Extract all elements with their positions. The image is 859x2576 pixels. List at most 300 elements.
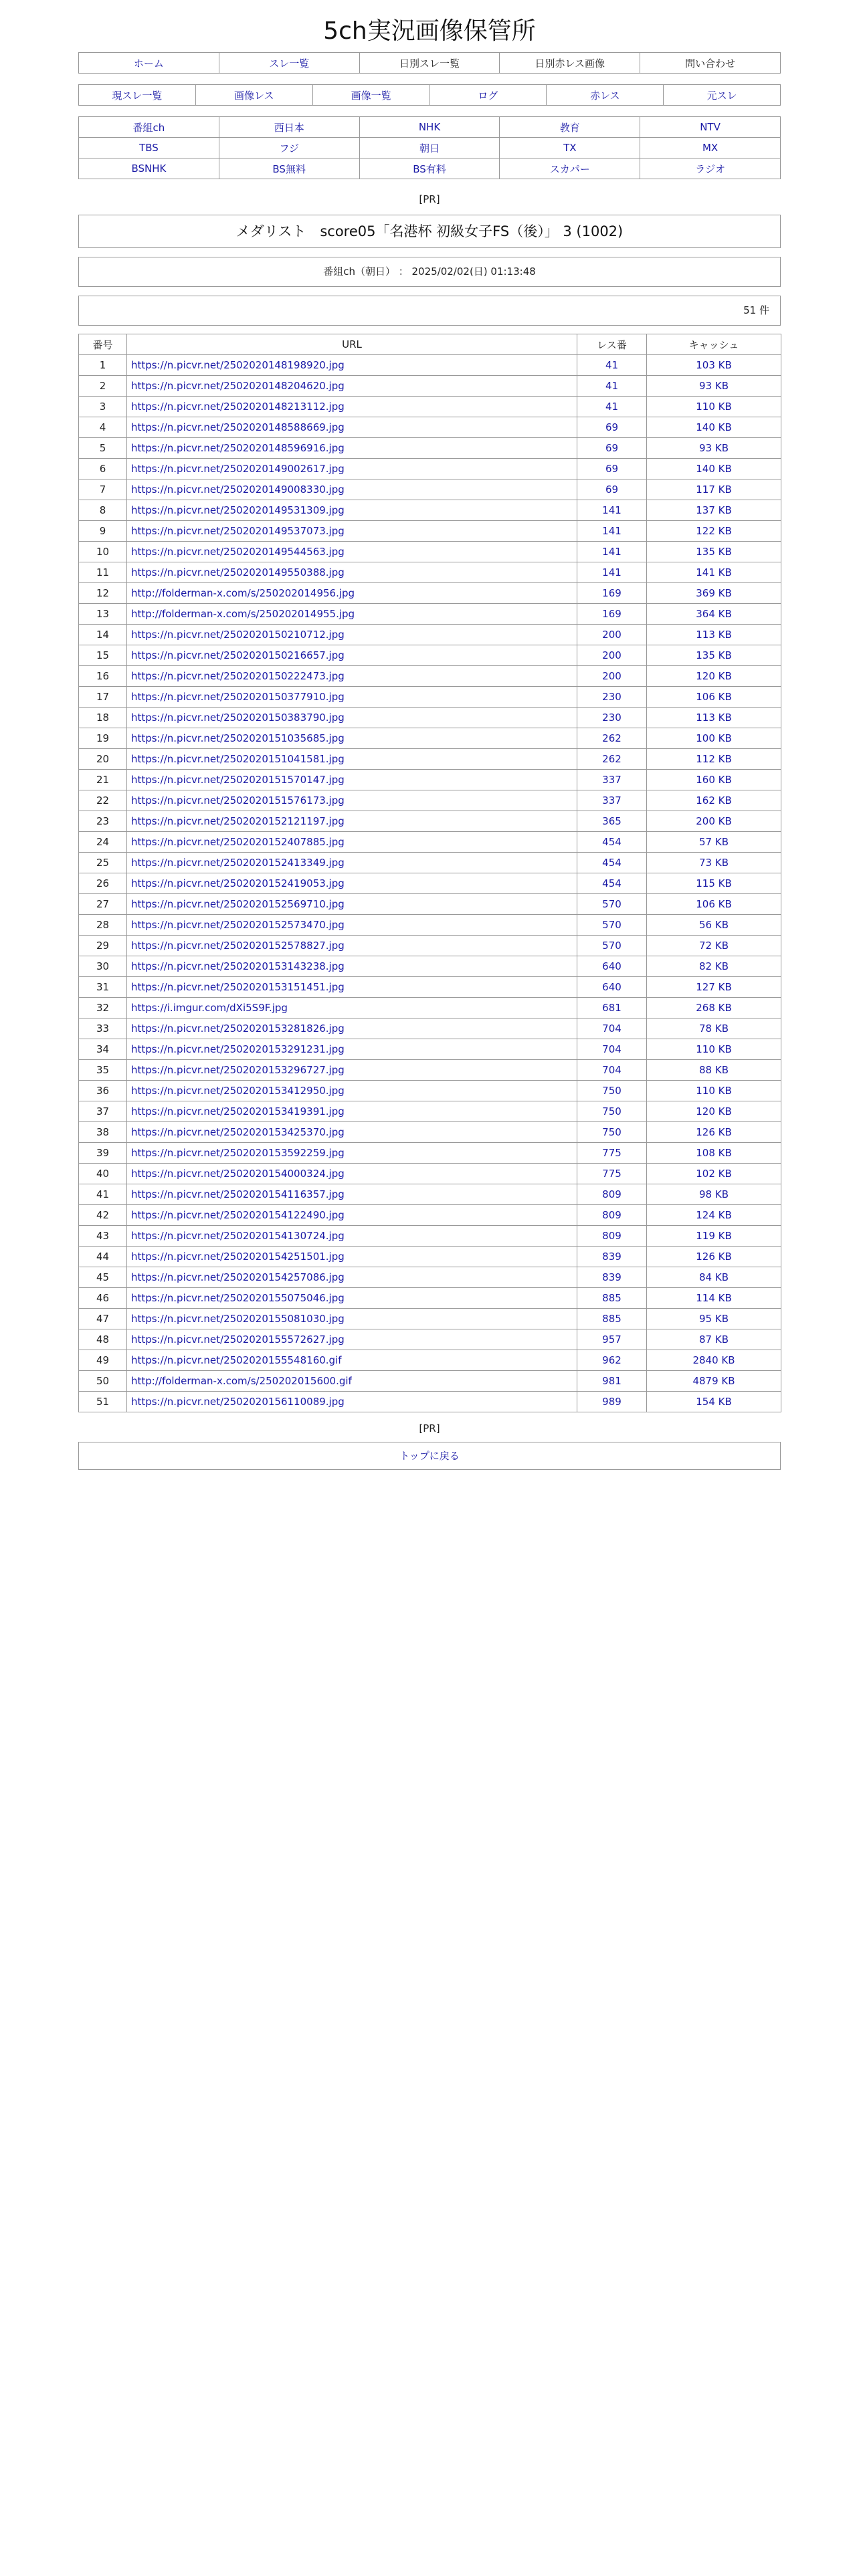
row-number: 19 (79, 728, 127, 749)
res-number-link[interactable]: 41 (577, 376, 647, 397)
nav-home[interactable]: ホーム (79, 53, 219, 74)
cache-link[interactable]: 160 KB (647, 770, 781, 790)
image-url-link[interactable]: https://n.picvr.net/2502020155548160.gif (127, 1350, 577, 1371)
row-number: 30 (79, 956, 127, 977)
cache-link[interactable]: 108 KB (647, 1143, 781, 1164)
image-table (78, 334, 781, 1412)
channel-link[interactable]: スカパー (500, 158, 640, 179)
row-number: 23 (79, 811, 127, 832)
cache-link[interactable]: 113 KB (647, 708, 781, 728)
cache-link[interactable]: 122 KB (647, 521, 781, 542)
image-url-link[interactable]: https://n.picvr.net/2502020148213112.jpg (127, 397, 577, 417)
image-url-link[interactable]: https://n.picvr.net/2502020154000324.jpg (127, 1164, 577, 1184)
table-row (79, 417, 781, 438)
main-nav (78, 52, 781, 74)
cache-link[interactable]: 141 KB (647, 562, 781, 583)
row-number: 46 (79, 1288, 127, 1309)
image-url-link[interactable]: http://folderman-x.com/s/250202014955.jpg (127, 604, 577, 625)
image-url-link[interactable]: https://n.picvr.net/2502020149544563.jpg (127, 542, 577, 562)
image-url-link[interactable]: https://n.picvr.net/2502020151035685.jpg (127, 728, 577, 749)
row-number: 44 (79, 1247, 127, 1267)
row-number: 47 (79, 1309, 127, 1329)
res-number-link[interactable]: 570 (577, 936, 647, 956)
table-row (79, 1329, 781, 1350)
table-row (79, 998, 781, 1018)
image-url-link[interactable]: https://n.picvr.net/2502020152573470.jpg (127, 915, 577, 936)
table-row (79, 1205, 781, 1226)
table-row (79, 562, 781, 583)
res-number-link[interactable]: 809 (577, 1205, 647, 1226)
res-number-link[interactable]: 640 (577, 956, 647, 977)
row-number: 51 (79, 1392, 127, 1412)
table-row (79, 977, 781, 998)
table-row (79, 1184, 781, 1205)
cache-link[interactable]: 93 KB (647, 438, 781, 459)
table-row (79, 1101, 781, 1122)
image-url-link[interactable]: https://n.picvr.net/2502020148596916.jpg (127, 438, 577, 459)
row-number: 49 (79, 1350, 127, 1371)
cache-link[interactable]: 115 KB (647, 873, 781, 894)
cache-link[interactable]: 87 KB (647, 1329, 781, 1350)
channel-link[interactable]: 朝日 (359, 138, 500, 158)
res-number-link[interactable]: 69 (577, 417, 647, 438)
res-number-link[interactable]: 230 (577, 687, 647, 708)
table-row (79, 1247, 781, 1267)
table-row (79, 1060, 781, 1081)
row-number: 26 (79, 873, 127, 894)
image-url-link[interactable]: https://n.picvr.net/2502020153296727.jpg (127, 1060, 577, 1081)
image-url-link[interactable]: https://n.picvr.net/2502020149002617.jpg (127, 459, 577, 479)
image-url-link[interactable]: https://n.picvr.net/2502020155075046.jpg (127, 1288, 577, 1309)
header-url: URL (127, 334, 577, 355)
cache-link[interactable]: 135 KB (647, 542, 781, 562)
cache-link[interactable]: 126 KB (647, 1247, 781, 1267)
row-number: 20 (79, 749, 127, 770)
cache-link[interactable]: 268 KB (647, 998, 781, 1018)
row-number: 50 (79, 1371, 127, 1392)
channel-link[interactable]: BS有料 (359, 158, 500, 179)
cache-link[interactable]: 135 KB (647, 645, 781, 666)
image-url-link[interactable]: https://n.picvr.net/2502020153143238.jpg (127, 956, 577, 977)
table-row (79, 355, 781, 376)
image-url-link[interactable]: https://n.picvr.net/2502020148204620.jpg (127, 376, 577, 397)
res-number-link[interactable]: 230 (577, 708, 647, 728)
row-number: 41 (79, 1184, 127, 1205)
row-number: 6 (79, 459, 127, 479)
row-number: 2 (79, 376, 127, 397)
res-number-link[interactable]: 454 (577, 873, 647, 894)
res-number-link[interactable]: 262 (577, 749, 647, 770)
table-row (79, 770, 781, 790)
table-header-row (79, 334, 781, 355)
res-number-link[interactable]: 957 (577, 1329, 647, 1350)
table-row (79, 376, 781, 397)
image-url-link[interactable]: https://n.picvr.net/2502020153425370.jpg (127, 1122, 577, 1143)
image-url-link[interactable]: https://n.picvr.net/2502020150377910.jpg (127, 687, 577, 708)
image-url-link[interactable]: https://n.picvr.net/2502020150383790.jpg (127, 708, 577, 728)
pr-label: [PR] (419, 193, 440, 205)
channel-link[interactable]: TBS (79, 138, 219, 158)
res-number-link[interactable]: 141 (577, 521, 647, 542)
row-number: 38 (79, 1122, 127, 1143)
row-number: 1 (79, 355, 127, 376)
row-number: 4 (79, 417, 127, 438)
image-url-link[interactable]: https://n.picvr.net/2502020154251501.jpg (127, 1247, 577, 1267)
row-number: 32 (79, 998, 127, 1018)
image-url-link[interactable]: https://n.picvr.net/2502020152419053.jpg (127, 873, 577, 894)
cache-link[interactable]: 162 KB (647, 790, 781, 811)
res-number-link[interactable]: 750 (577, 1101, 647, 1122)
table-row (79, 853, 781, 873)
image-url-link[interactable]: https://n.picvr.net/2502020149550388.jpg (127, 562, 577, 583)
image-url-link[interactable]: https://n.picvr.net/2502020152578827.jpg (127, 936, 577, 956)
cache-link[interactable]: 82 KB (647, 956, 781, 977)
cache-link[interactable]: 120 KB (647, 1101, 781, 1122)
row-number: 39 (79, 1143, 127, 1164)
cache-link[interactable]: 110 KB (647, 1081, 781, 1101)
row-number: 8 (79, 500, 127, 521)
header-res: レス番 (577, 334, 647, 355)
row-number: 15 (79, 645, 127, 666)
image-url-link[interactable]: https://n.picvr.net/2502020156110089.jpg (127, 1392, 577, 1412)
res-number-link[interactable]: 640 (577, 977, 647, 998)
channel-link[interactable]: 番組ch (79, 117, 219, 138)
row-number: 36 (79, 1081, 127, 1101)
nav-original-thread[interactable]: 元スレ (664, 85, 781, 106)
cache-link[interactable]: 106 KB (647, 687, 781, 708)
image-url-link[interactable]: https://n.picvr.net/2502020152407885.jpg (127, 832, 577, 853)
row-number: 31 (79, 977, 127, 998)
table-row (79, 459, 781, 479)
res-number-link[interactable]: 750 (577, 1122, 647, 1143)
table-row (79, 1039, 781, 1060)
table-row (79, 1392, 781, 1412)
res-number-link[interactable]: 704 (577, 1018, 647, 1039)
res-number-link[interactable]: 681 (577, 998, 647, 1018)
row-number: 17 (79, 687, 127, 708)
cache-link[interactable]: 103 KB (647, 355, 781, 376)
table-row (79, 397, 781, 417)
res-number-link[interactable]: 200 (577, 666, 647, 687)
cache-link[interactable]: 114 KB (647, 1288, 781, 1309)
channel-link[interactable]: MX (640, 138, 781, 158)
cache-link[interactable]: 110 KB (647, 397, 781, 417)
cache-link[interactable]: 364 KB (647, 604, 781, 625)
image-url-link[interactable]: https://n.picvr.net/2502020151570147.jpg (127, 770, 577, 790)
cache-link[interactable]: 120 KB (647, 666, 781, 687)
row-number: 16 (79, 666, 127, 687)
table-row (79, 604, 781, 625)
table-row (79, 1081, 781, 1101)
res-number-link[interactable]: 69 (577, 479, 647, 500)
table-row (79, 728, 781, 749)
res-number-link[interactable]: 839 (577, 1267, 647, 1288)
image-url-link[interactable]: https://i.imgur.com/dXi5S9F.jpg (127, 998, 577, 1018)
nav-daily-red-images[interactable]: 日別赤レス画像 (500, 53, 640, 74)
table-row (79, 645, 781, 666)
res-number-link[interactable]: 704 (577, 1039, 647, 1060)
header-num: 番号 (79, 334, 127, 355)
cache-link[interactable]: 56 KB (647, 915, 781, 936)
cache-link[interactable]: 124 KB (647, 1205, 781, 1226)
row-number: 45 (79, 1267, 127, 1288)
site-title[interactable]: 5ch実況画像保管所 (323, 17, 536, 45)
res-number-link[interactable]: 337 (577, 790, 647, 811)
res-number-link[interactable]: 41 (577, 397, 647, 417)
nav-thread-list[interactable]: スレ一覧 (219, 53, 359, 74)
row-number: 37 (79, 1101, 127, 1122)
res-number-link[interactable]: 809 (577, 1184, 647, 1205)
table-row (79, 1226, 781, 1247)
image-url-link[interactable]: https://n.picvr.net/2502020151576173.jpg (127, 790, 577, 811)
res-number-link[interactable]: 69 (577, 438, 647, 459)
res-number-link[interactable]: 981 (577, 1371, 647, 1392)
res-number-link[interactable]: 809 (577, 1226, 647, 1247)
cache-link[interactable]: 98 KB (647, 1184, 781, 1205)
cache-link[interactable]: 110 KB (647, 1039, 781, 1060)
table-row (79, 1309, 781, 1329)
res-number-link[interactable]: 262 (577, 728, 647, 749)
row-number: 42 (79, 1205, 127, 1226)
cache-link[interactable]: 2840 KB (647, 1350, 781, 1371)
image-url-link[interactable]: https://n.picvr.net/2502020149537073.jpg (127, 521, 577, 542)
nav-image-res[interactable]: 画像レス (195, 85, 312, 106)
thread-meta: 番組ch（朝日） ： 2025/02/02(日) 01:13:48 (78, 257, 781, 287)
image-url-link[interactable]: https://n.picvr.net/2502020151041581.jpg (127, 749, 577, 770)
image-url-link[interactable]: https://n.picvr.net/2502020150216657.jpg (127, 645, 577, 666)
cache-link[interactable]: 57 KB (647, 832, 781, 853)
channel-link[interactable]: TX (500, 138, 640, 158)
image-url-link[interactable]: https://n.picvr.net/2502020150210712.jpg (127, 625, 577, 645)
row-number: 9 (79, 521, 127, 542)
nav-image-list[interactable]: 画像一覧 (312, 85, 430, 106)
row-number: 12 (79, 583, 127, 604)
cache-link[interactable]: 78 KB (647, 1018, 781, 1039)
row-number: 14 (79, 625, 127, 645)
table-row (79, 936, 781, 956)
cache-link[interactable]: 112 KB (647, 749, 781, 770)
channel-link[interactable]: BSNHK (79, 158, 219, 179)
row-number: 48 (79, 1329, 127, 1350)
image-url-link[interactable]: https://n.picvr.net/2502020153151451.jpg (127, 977, 577, 998)
image-url-link[interactable]: https://n.picvr.net/2502020154257086.jpg (127, 1267, 577, 1288)
channel-link[interactable]: 西日本 (219, 117, 359, 138)
cache-link[interactable]: 369 KB (647, 583, 781, 604)
channel-link[interactable]: 教育 (500, 117, 640, 138)
res-number-link[interactable]: 337 (577, 770, 647, 790)
image-url-link[interactable]: https://n.picvr.net/2502020155081030.jpg (127, 1309, 577, 1329)
cache-link[interactable]: 4879 KB (647, 1371, 781, 1392)
table-row (79, 708, 781, 728)
row-number: 24 (79, 832, 127, 853)
res-number-link[interactable]: 989 (577, 1392, 647, 1412)
header-cache: キャッシュ (647, 334, 781, 355)
table-row (79, 956, 781, 977)
channel-link[interactable]: フジ (219, 138, 359, 158)
nav-contact[interactable]: 問い合わせ (640, 53, 781, 74)
row-number: 34 (79, 1039, 127, 1060)
cache-link[interactable]: 84 KB (647, 1267, 781, 1288)
result-count: 51 件 (78, 296, 781, 326)
res-number-link[interactable]: 141 (577, 500, 647, 521)
table-row (79, 1371, 781, 1392)
image-url-link[interactable]: https://n.picvr.net/2502020153419391.jpg (127, 1101, 577, 1122)
channel-row (79, 117, 781, 138)
row-number: 10 (79, 542, 127, 562)
res-number-link[interactable]: 885 (577, 1309, 647, 1329)
table-row (79, 790, 781, 811)
pr-label-bottom: [PR] (419, 1422, 440, 1434)
channel-nav (78, 116, 781, 179)
row-number: 35 (79, 1060, 127, 1081)
cache-link[interactable]: 73 KB (647, 853, 781, 873)
cache-link[interactable]: 113 KB (647, 625, 781, 645)
image-url-link[interactable]: https://n.picvr.net/2502020148198920.jpg (127, 355, 577, 376)
image-url-link[interactable]: https://n.picvr.net/2502020155572627.jpg (127, 1329, 577, 1350)
res-number-link[interactable]: 839 (577, 1247, 647, 1267)
table-row (79, 1267, 781, 1288)
image-url-link[interactable]: https://n.picvr.net/2502020152569710.jpg (127, 894, 577, 915)
image-url-link[interactable]: https://n.picvr.net/2502020153291231.jpg (127, 1039, 577, 1060)
row-number: 21 (79, 770, 127, 790)
channel-link[interactable]: BS無料 (219, 158, 359, 179)
res-number-link[interactable]: 885 (577, 1288, 647, 1309)
cache-link[interactable]: 140 KB (647, 417, 781, 438)
table-row (79, 1164, 781, 1184)
row-number: 3 (79, 397, 127, 417)
row-number: 18 (79, 708, 127, 728)
table-row (79, 583, 781, 604)
cache-link[interactable]: 95 KB (647, 1309, 781, 1329)
channel-link[interactable]: ラジオ (640, 158, 781, 179)
res-number-link[interactable]: 200 (577, 625, 647, 645)
row-number: 7 (79, 479, 127, 500)
table-row (79, 438, 781, 459)
table-row (79, 1018, 781, 1039)
res-number-link[interactable]: 141 (577, 562, 647, 583)
row-number: 25 (79, 853, 127, 873)
thread-nav (78, 84, 781, 106)
row-number: 11 (79, 562, 127, 583)
table-row (79, 894, 781, 915)
nav-red-res[interactable]: 赤レス (547, 85, 664, 106)
image-url-link[interactable]: https://n.picvr.net/2502020149531309.jpg (127, 500, 577, 521)
res-number-link[interactable]: 775 (577, 1143, 647, 1164)
res-number-link[interactable]: 141 (577, 542, 647, 562)
cache-link[interactable]: 119 KB (647, 1226, 781, 1247)
image-url-link[interactable]: https://n.picvr.net/2502020154130724.jpg (127, 1226, 577, 1247)
image-url-link[interactable]: https://n.picvr.net/2502020154116357.jpg (127, 1184, 577, 1205)
row-number: 27 (79, 894, 127, 915)
row-number: 40 (79, 1164, 127, 1184)
image-url-link[interactable]: https://n.picvr.net/2502020150222473.jpg (127, 666, 577, 687)
row-number: 22 (79, 790, 127, 811)
table-row (79, 873, 781, 894)
res-number-link[interactable]: 454 (577, 832, 647, 853)
res-number-link[interactable]: 570 (577, 894, 647, 915)
table-row (79, 1143, 781, 1164)
image-url-link[interactable]: https://n.picvr.net/2502020149008330.jpg (127, 479, 577, 500)
row-number: 43 (79, 1226, 127, 1247)
back-to-top-link[interactable]: トップに戻る (78, 1442, 781, 1470)
cache-link[interactable]: 72 KB (647, 936, 781, 956)
cache-link[interactable]: 126 KB (647, 1122, 781, 1143)
row-number: 28 (79, 915, 127, 936)
channel-link[interactable]: NTV (640, 117, 781, 138)
page-container (78, 0, 781, 1470)
cache-link[interactable]: 102 KB (647, 1164, 781, 1184)
image-url-link[interactable]: https://n.picvr.net/2502020153592259.jpg (127, 1143, 577, 1164)
table-row (79, 1122, 781, 1143)
nav-current-threads[interactable]: 現スレ一覧 (79, 85, 196, 106)
res-number-link[interactable]: 41 (577, 355, 647, 376)
nav-log[interactable]: ログ (430, 85, 547, 106)
row-number: 33 (79, 1018, 127, 1039)
image-url-link[interactable]: https://n.picvr.net/2502020153412950.jpg (127, 1081, 577, 1101)
cache-link[interactable]: 127 KB (647, 977, 781, 998)
cache-link[interactable]: 100 KB (647, 728, 781, 749)
res-number-link[interactable]: 169 (577, 604, 647, 625)
row-number: 29 (79, 936, 127, 956)
res-number-link[interactable]: 200 (577, 645, 647, 666)
image-url-link[interactable]: https://n.picvr.net/2502020152121197.jpg (127, 811, 577, 832)
table-row (79, 811, 781, 832)
row-number: 13 (79, 604, 127, 625)
channel-row (79, 138, 781, 158)
res-number-link[interactable]: 962 (577, 1350, 647, 1371)
channel-link[interactable]: NHK (359, 117, 500, 138)
cache-link[interactable]: 106 KB (647, 894, 781, 915)
channel-row (79, 158, 781, 179)
image-url-link[interactable]: https://n.picvr.net/2502020152413349.jpg (127, 853, 577, 873)
image-url-link[interactable]: http://folderman-x.com/s/250202015600.gif (127, 1371, 577, 1392)
table-row (79, 542, 781, 562)
image-url-link[interactable]: http://folderman-x.com/s/250202014956.jpg (127, 583, 577, 604)
cache-link[interactable]: 117 KB (647, 479, 781, 500)
cache-link[interactable]: 137 KB (647, 500, 781, 521)
table-row (79, 749, 781, 770)
table-row (79, 687, 781, 708)
table-row (79, 666, 781, 687)
table-row (79, 500, 781, 521)
table-row (79, 832, 781, 853)
table-row (79, 521, 781, 542)
image-url-link[interactable]: https://n.picvr.net/2502020154122490.jpg (127, 1205, 577, 1226)
cache-link[interactable]: 88 KB (647, 1060, 781, 1081)
res-number-link[interactable]: 454 (577, 853, 647, 873)
res-number-link[interactable]: 69 (577, 459, 647, 479)
cache-link[interactable]: 200 KB (647, 811, 781, 832)
res-number-link[interactable]: 750 (577, 1081, 647, 1101)
table-row (79, 915, 781, 936)
table-row (79, 1288, 781, 1309)
cache-link[interactable]: 140 KB (647, 459, 781, 479)
table-row (79, 1350, 781, 1371)
image-url-link[interactable]: https://n.picvr.net/2502020153281826.jpg (127, 1018, 577, 1039)
cache-link[interactable]: 154 KB (647, 1392, 781, 1412)
res-number-link[interactable]: 704 (577, 1060, 647, 1081)
res-number-link[interactable]: 570 (577, 915, 647, 936)
res-number-link[interactable]: 775 (577, 1164, 647, 1184)
cache-link[interactable]: 93 KB (647, 376, 781, 397)
res-number-link[interactable]: 365 (577, 811, 647, 832)
table-row (79, 479, 781, 500)
row-number: 5 (79, 438, 127, 459)
image-url-link[interactable]: https://n.picvr.net/2502020148588669.jpg (127, 417, 577, 438)
table-row (79, 625, 781, 645)
res-number-link[interactable]: 169 (577, 583, 647, 604)
nav-daily-threads[interactable]: 日別スレ一覧 (359, 53, 500, 74)
